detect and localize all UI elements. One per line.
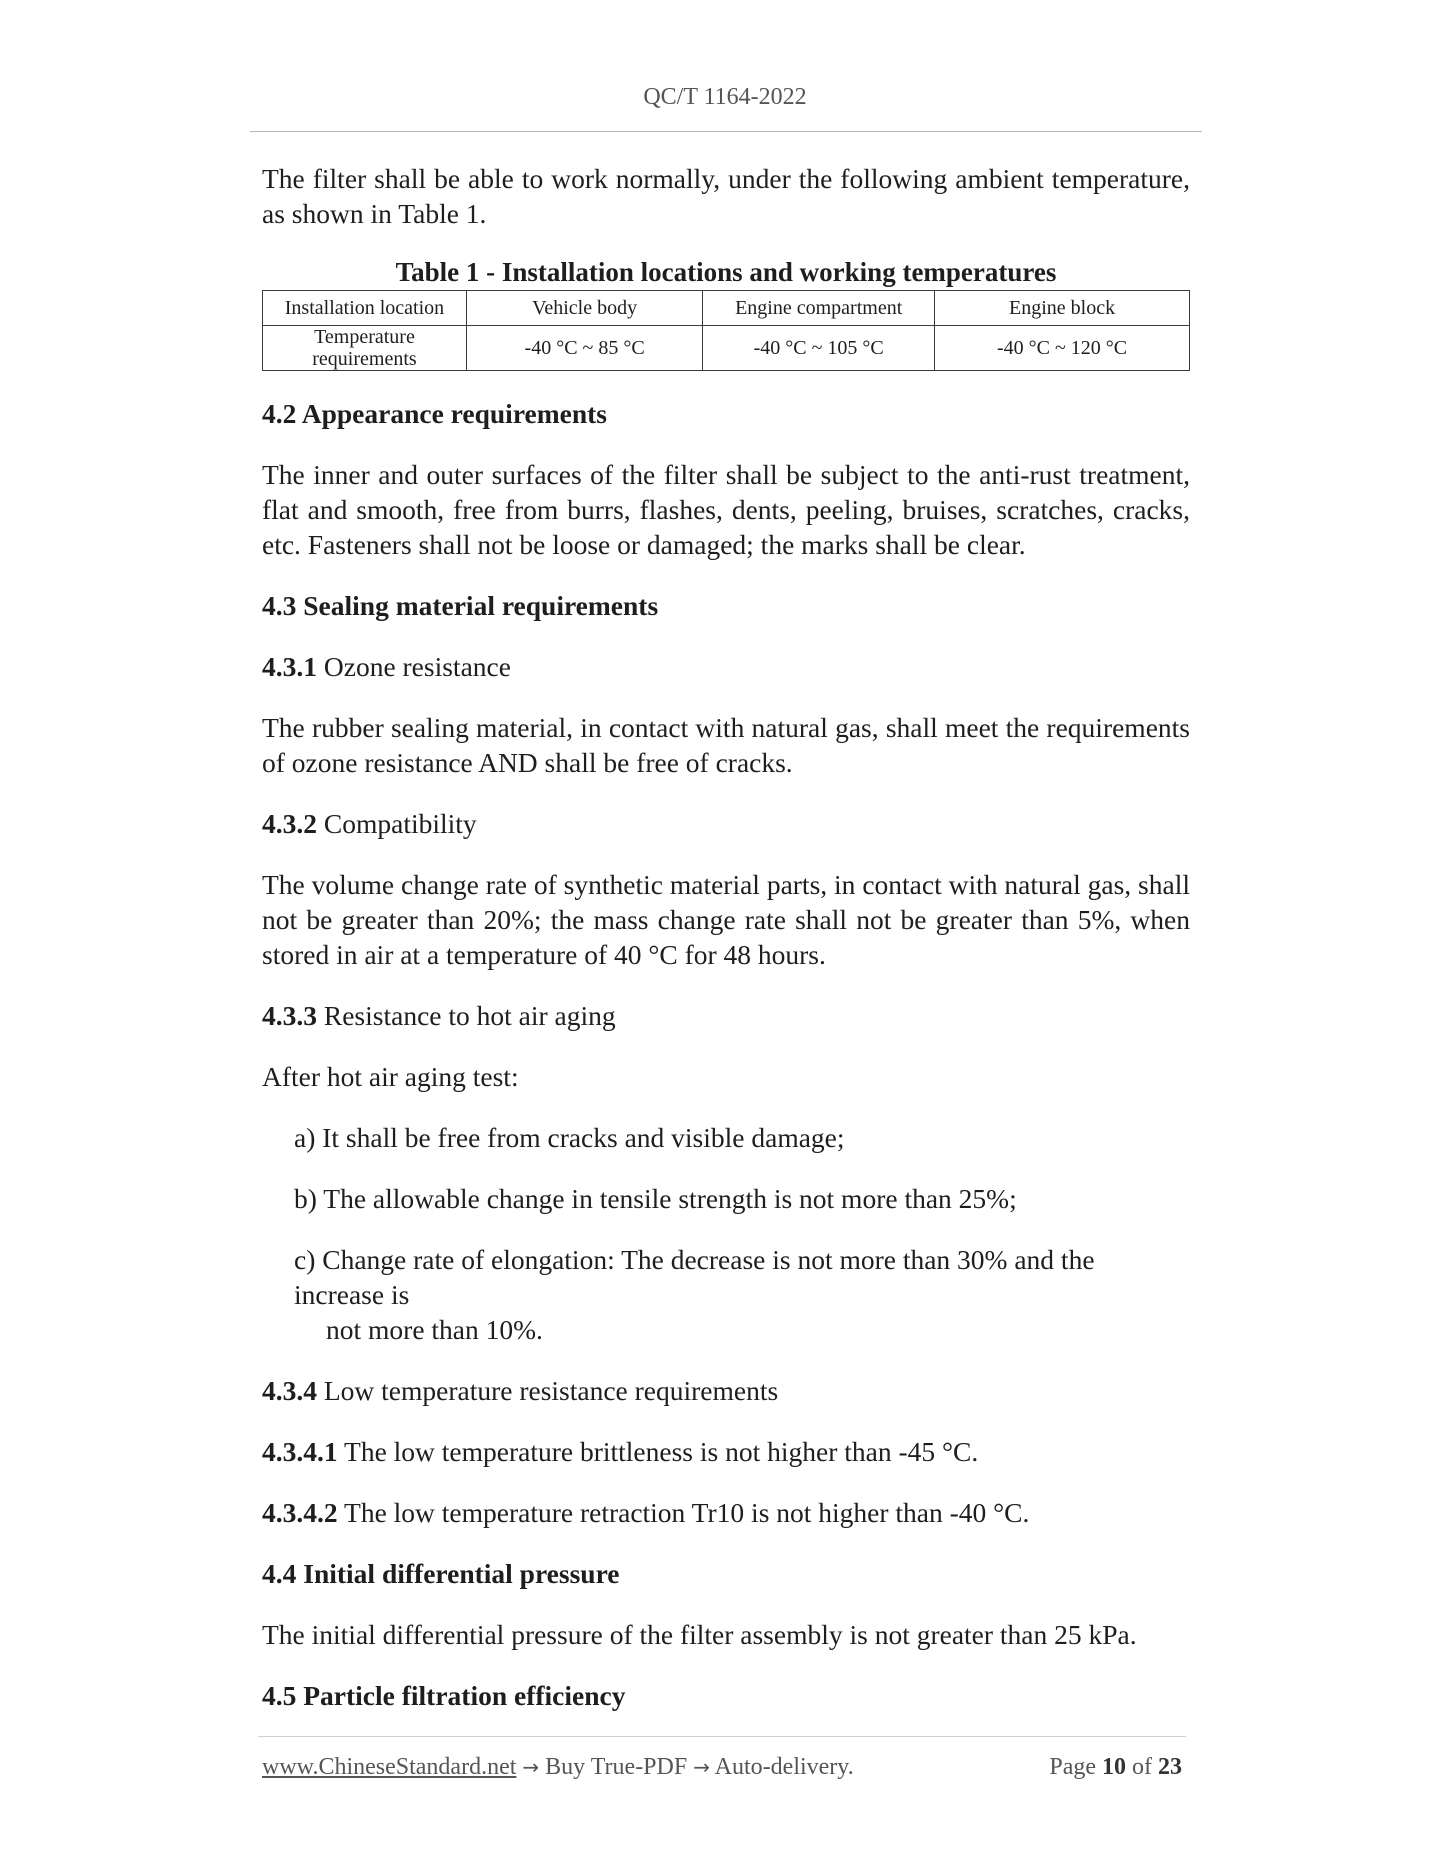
clause-title: Resistance to hot air aging — [323, 1000, 616, 1031]
clause-number: 4.3.4.1 — [262, 1436, 338, 1467]
table-row — [263, 326, 1190, 371]
clause-number: 4.3.1 — [262, 651, 317, 682]
table-cell: Vehicle body — [466, 291, 702, 326]
table-1-title: Table 1 - Installation locations and working temperatures — [395, 257, 1057, 287]
clause-number: 4.3.4 — [262, 1375, 317, 1406]
section-4-3-heading: 4.3 Sealing material requirements — [262, 590, 659, 621]
of-label: of — [1132, 1754, 1152, 1780]
section-4-3-4-2 — [262, 1495, 1190, 1530]
temperature-table — [262, 290, 1190, 371]
table-cell: Engine block — [935, 291, 1190, 326]
section-4-2-text: The inner and outer surfaces of the filter shall be subject to the anti-rust treatment, flat and smooth, free from burrs, flashes, dents, peeling, bruises, scratches, cracks, etc. Fasteners shall not be loose or damaged; the marks shall be clear. — [262, 459, 1190, 560]
table-cell: -40 °C ~ 105 °C — [703, 326, 935, 371]
buy-pdf-text: Buy True-PDF — [545, 1754, 688, 1780]
section-4-2-heading: 4.2 Appearance requirements — [262, 398, 607, 429]
total-pages: 23 — [1158, 1754, 1182, 1780]
table-cell: Engine compartment — [703, 291, 935, 326]
list-item: a) It shall be free from cracks and visible damage; — [294, 1122, 845, 1153]
list-item: b) The allowable change in tensile strength is not more than 25%; — [294, 1183, 1017, 1214]
clause-title: Low temperature resistance requirements — [323, 1375, 779, 1406]
header-divider — [250, 131, 1202, 132]
intro-paragraph: The filter shall be able to work normally, under the following ambient temperature, as shown in Table 1. — [262, 163, 1190, 229]
section-4-4-heading: 4.4 Initial differential pressure — [262, 1558, 620, 1589]
page-label: Page — [1049, 1754, 1096, 1780]
arrow-right-icon: → — [522, 1755, 540, 1779]
list-item — [262, 1242, 1190, 1347]
table-cell: Temperature requirements — [263, 326, 467, 371]
section-4-3-4-1 — [262, 1434, 1190, 1469]
auto-delivery-text: Auto-delivery. — [714, 1754, 854, 1780]
table-cell: -40 °C ~ 120 °C — [935, 326, 1190, 371]
footer-divider — [258, 1736, 1186, 1737]
list-item-continuation: not more than 10%. — [326, 1314, 543, 1345]
section-4-5-heading: 4.5 Particle filtration efficiency — [262, 1680, 626, 1711]
clause-title: Ozone resistance — [323, 651, 511, 682]
section-4-4-text: The initial differential pressure of the filter assembly is not greater than 25 kPa. — [262, 1619, 1137, 1650]
arrow-right-icon: → — [693, 1755, 710, 1779]
current-page: 10 — [1102, 1754, 1126, 1780]
clause-number: 4.3.4.2 — [262, 1497, 338, 1528]
website-link[interactable]: www.ChineseStandard.net — [262, 1754, 517, 1780]
table-cell: Installation location — [263, 291, 467, 326]
clause-number: 4.3.3 — [262, 1000, 317, 1031]
section-4-3-2-text: The volume change rate of synthetic material parts, in contact with natural gas, shall not be greater than 20%; the mass change rate shall not be greater than 5%, when stored in air at a temperature of 40 °C for 48 hours. — [262, 869, 1190, 970]
clause-title: Compatibility — [323, 808, 477, 839]
footer-links — [262, 1754, 854, 1781]
clause-text: The low temperature brittleness is not higher than -45 °C. — [344, 1436, 979, 1467]
section-4-3-4-heading — [262, 1373, 1190, 1408]
table-cell: -40 °C ~ 85 °C — [466, 326, 702, 371]
list-item-line: c) Change rate of elongation: The decrease is not more than 30% and the increase is — [294, 1244, 1095, 1310]
section-4-3-2-heading — [262, 806, 1190, 841]
section-4-3-3-lead: After hot air aging test: — [262, 1061, 519, 1092]
table-header-row — [263, 291, 1190, 326]
page-body — [262, 161, 1190, 1713]
clause-text: The low temperature retraction Tr10 is not higher than -40 °C. — [344, 1497, 1030, 1528]
section-4-3-3-heading — [262, 998, 1190, 1033]
page-number — [1049, 1754, 1182, 1781]
document-code-header: QC/T 1164-2022 — [643, 84, 807, 110]
section-4-3-1-heading — [262, 649, 1190, 684]
section-4-3-1-text: The rubber sealing material, in contact with natural gas, shall meet the requirements of ozone resistance AND shall be free of cracks. — [262, 712, 1190, 778]
clause-number: 4.3.2 — [262, 808, 317, 839]
